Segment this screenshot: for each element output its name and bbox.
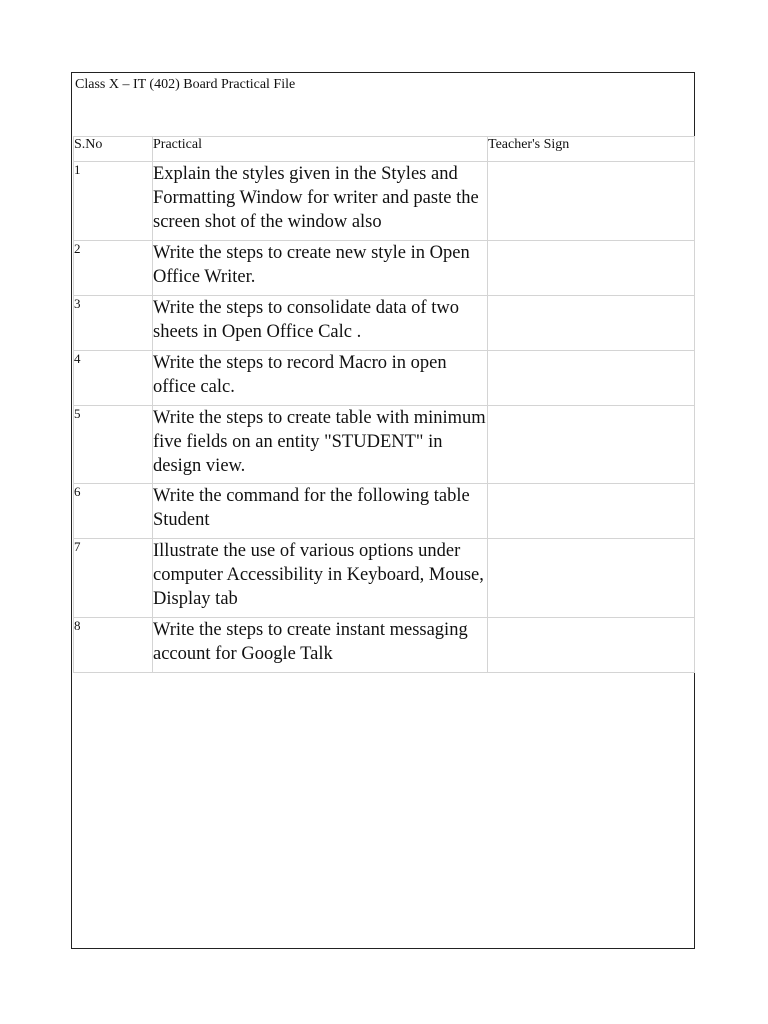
header-teacher-sign: Teacher's Sign (488, 137, 695, 162)
row-teacher-sign (488, 539, 695, 618)
row-sno: 1 (74, 162, 153, 241)
table-row (74, 296, 695, 351)
row-practical: Write the steps to record Macro in open office calc. (153, 351, 488, 406)
row-teacher-sign (488, 162, 695, 241)
row-practical: Write the steps to create new style in Open Office Writer. (153, 241, 488, 296)
table-row (74, 539, 695, 618)
row-sno: 5 (74, 406, 153, 484)
table-row (74, 406, 695, 484)
row-sno: 8 (74, 618, 153, 673)
row-sno: 2 (74, 241, 153, 296)
row-practical: Write the steps to create instant messaging account for Google Talk (153, 618, 488, 673)
header-practical: Practical (153, 137, 488, 162)
row-teacher-sign (488, 484, 695, 539)
table-row (74, 484, 695, 539)
row-sno: 7 (74, 539, 153, 618)
table-row (74, 618, 695, 673)
row-teacher-sign (488, 351, 695, 406)
row-practical: Illustrate the use of various options under computer Accessibility in Keyboard, Mouse, Display tab (153, 539, 488, 618)
table-row (74, 241, 695, 296)
header-sno: S.No (74, 137, 153, 162)
row-sno: 4 (74, 351, 153, 406)
row-sno: 6 (74, 484, 153, 539)
document-title: Class X – IT (402) Board Practical File (75, 77, 296, 92)
page-frame (71, 72, 695, 949)
table-header-row (74, 137, 695, 162)
row-practical: Write the steps to consolidate data of two sheets in Open Office Calc . (153, 296, 488, 351)
table-row (74, 351, 695, 406)
row-teacher-sign (488, 241, 695, 296)
practicals-table (73, 136, 695, 673)
table-row (74, 162, 695, 241)
row-teacher-sign (488, 406, 695, 484)
row-teacher-sign (488, 618, 695, 673)
row-sno: 3 (74, 296, 153, 351)
row-practical: Write the steps to create table with minimum five fields on an entity "STUDENT" in design view. (153, 406, 488, 484)
row-practical: Explain the styles given in the Styles and Formatting Window for writer and paste the screen shot of the window also (153, 162, 488, 241)
row-teacher-sign (488, 296, 695, 351)
row-practical: Write the command for the following table Student (153, 484, 488, 539)
